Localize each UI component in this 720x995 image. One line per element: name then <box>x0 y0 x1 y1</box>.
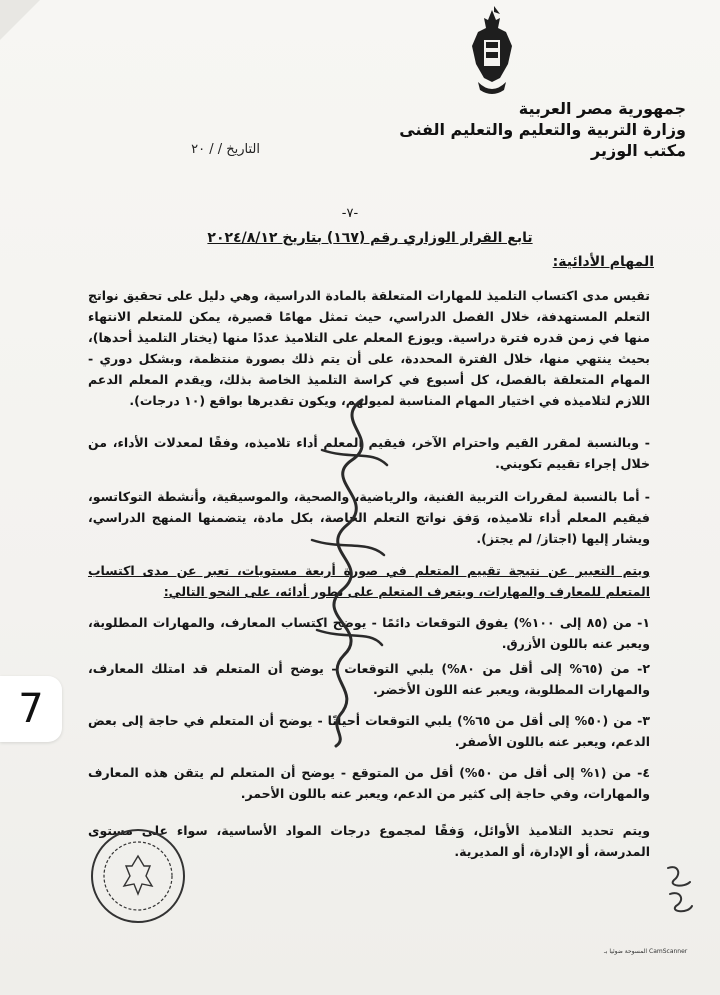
ministry-line-3: مكتب الوزير <box>591 141 686 160</box>
values-course-text: - وبالنسبة لمقرر القيم واحترام الآخر، فيقيم المعلم أداء تلاميذه، وفقًا لمعدلات الأداء، من خلال إجراء تقييم تكويني. <box>88 435 650 471</box>
ministry-name-block <box>399 98 686 161</box>
ministry-line-2: وزارة التربية والتعليم والتعليم الفنى <box>399 120 686 139</box>
intro-paragraph-text: تقيس مدى اكتساب التلميذ للمهارات المتعلقة بالمادة الدراسية، وهي دليل على تحقيق نواتج التعلم المستهدفة، خلال الفصل الدراسي، حيث تمثل مهامًا قصيرة، يمكن للمتعلم الانتهاء منها في زمن قدره فترة دراسية. ويوزع المعلم على التلاميذ عددًا منها (يختار التلميذ أحدها)، بحيث ينتهي منها، خلال الفترة المحددة، على أن يتم ذلك بصورة منتظمة، وبشكل دوري - المهام المتعلقة بالفصل، كل أسبوع في كراسة التلميذ الخاصة بذلك، ويقدم المعلم الدعم اللازم لتلاميذه في اختيار المهام المناسبة لميولهم، ويكون تقديرها بواقع (١٠ درجات). <box>88 288 650 408</box>
section-heading: المهام الأدائية: <box>552 254 654 270</box>
signature-scribble-icon <box>292 390 402 750</box>
ministry-line-1: جمهورية مصر العربية <box>518 99 686 118</box>
level-item-2-text: ٢- من (٦٥% إلى أقل من ٨٠%) يلبي التوقعات - يوضح أن المتعلم قد امتلك المعارف، والمهارات المطلوبة، ويعبر عنه اللون الأخضر. <box>88 661 651 697</box>
decree-title: تابع القرار الوزاري رقم (١٦٧) بتاريخ ٢٠٢٤/٨/١٢ <box>207 230 533 246</box>
page-fold <box>0 0 40 40</box>
activities-courses-text: - أما بالنسبة لمقررات التربية الفنية، والرياضية، والصحية، والموسيقية، وأنشطة التوكاتسو، فيقيم المعلم أداء تلاميذه، وَفق نواتج التعلم الخاصة، بكل مادة، يتضمنها المنهج الدراسي، ويشار إليها (اجتاز/ لم يجتز). <box>88 489 650 546</box>
date-label: التاريخ / / ٢٠ <box>191 142 260 157</box>
levels-intro-text: ويتم التعبير عن نتيجة تقييم المتعلم في صورة أربعة مستويات، تعبر عن مدى اكتساب المتعلم للمعارف والمهارات، ويتعرف المتعلم على تطور أدائه، على النحو التالي: <box>88 563 650 599</box>
letterhead <box>399 6 686 171</box>
top-students-text: ويتم تحديد التلاميذ الأوائل، وَفقًا لمجموع درجات المواد الأساسية، سواء على مستوى المدرسة، أو الإدارة، أو المديرية. <box>88 823 650 859</box>
page-number-badge: 7 <box>0 676 62 742</box>
level-item-4-text: ٤- من (١% إلى أقل من ٥٠%) أقل من المتوقع - يوضح أن المتعلم لم يتقن هذه المعارف والمهارات، وفي حاجة إلى كثير من الدعم، ويعبر عنه باللون الأحمر. <box>88 765 651 801</box>
scanner-footer: CamScanner المسوحة ضوئيا بـ <box>604 948 688 955</box>
page-number-marker: -٧- <box>341 206 359 221</box>
eagle-emblem-icon <box>464 6 520 98</box>
official-seal-icon <box>88 820 188 932</box>
level-item-4 <box>88 762 650 804</box>
handwritten-initials-icon <box>660 860 700 920</box>
level-item-1-text: ١- من (٨٥ إلى ١٠٠%) يفوق التوقعات دائمًا - يوضح اكتساب المعارف، والمهارات المطلوبة، ويعبر عنه باللون الأزرق. <box>88 615 650 651</box>
level-item-3-text: ٣- من (٥٠% إلى أقل من ٦٥%) يلبي التوقعات أحيانًا - يوضح أن المتعلم في حاجة إلى بعض الدعم، ويعبر عنه باللون الأصفر. <box>88 713 651 749</box>
